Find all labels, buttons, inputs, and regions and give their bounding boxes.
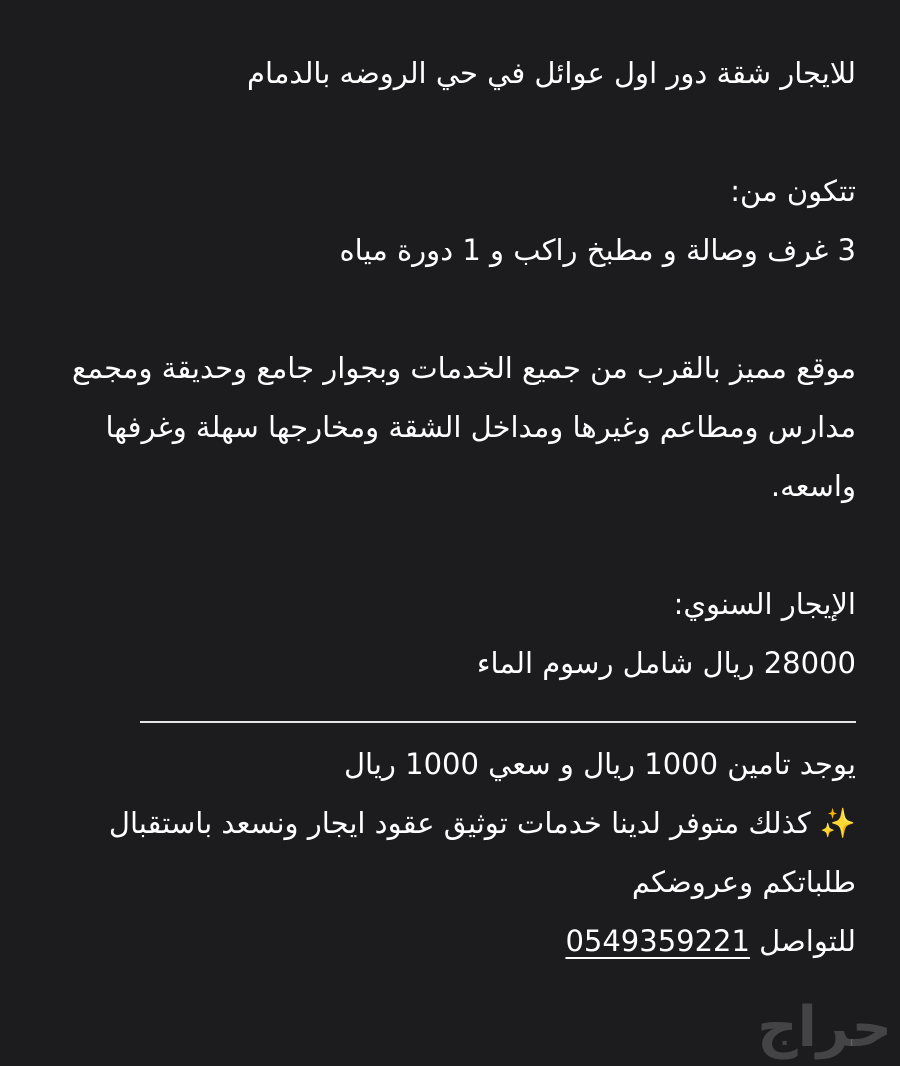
contact-line xyxy=(44,912,856,971)
spacer xyxy=(44,103,856,162)
composition-label: تتكون من: xyxy=(730,174,856,208)
divider xyxy=(140,721,856,723)
composition-text: 3 غرف وصالة و مطبخ راكب و 1 دورة مياه xyxy=(339,233,856,267)
listing-title: للايجار شقة دور اول عوائل في حي الروضه بالدمام xyxy=(247,56,856,90)
phone-link[interactable]: 0549359221 xyxy=(565,924,750,958)
annual-rent-value: 28000 ريال شامل رسوم الماء xyxy=(476,646,856,680)
contact-label: للتواصل xyxy=(759,924,856,958)
location-description: موقع مميز بالقرب من جميع الخدمات وبجوار جامع وحديقة ومجمع مدارس ومطاعم وغيرها ومداخل الشقة ومخارجها سهلة وغرفها واسعه. xyxy=(71,351,856,503)
services-text xyxy=(44,794,856,912)
services-label: كذلك متوفر لدينا خدمات توثيق عقود ايجار ونسعد باستقبال طلباتكم وعروضكم xyxy=(108,806,856,899)
spacer xyxy=(44,280,856,339)
annual-rent-label: الإيجار السنوي: xyxy=(673,587,856,621)
sparkles-icon: ✨ xyxy=(819,806,856,840)
fees-text: يوجد تامين 1000 ريال و سعي 1000 ريال xyxy=(343,747,856,781)
spacer xyxy=(44,516,856,575)
haraj-watermark-logo: حراج xyxy=(757,995,892,1060)
note-body xyxy=(44,44,856,971)
